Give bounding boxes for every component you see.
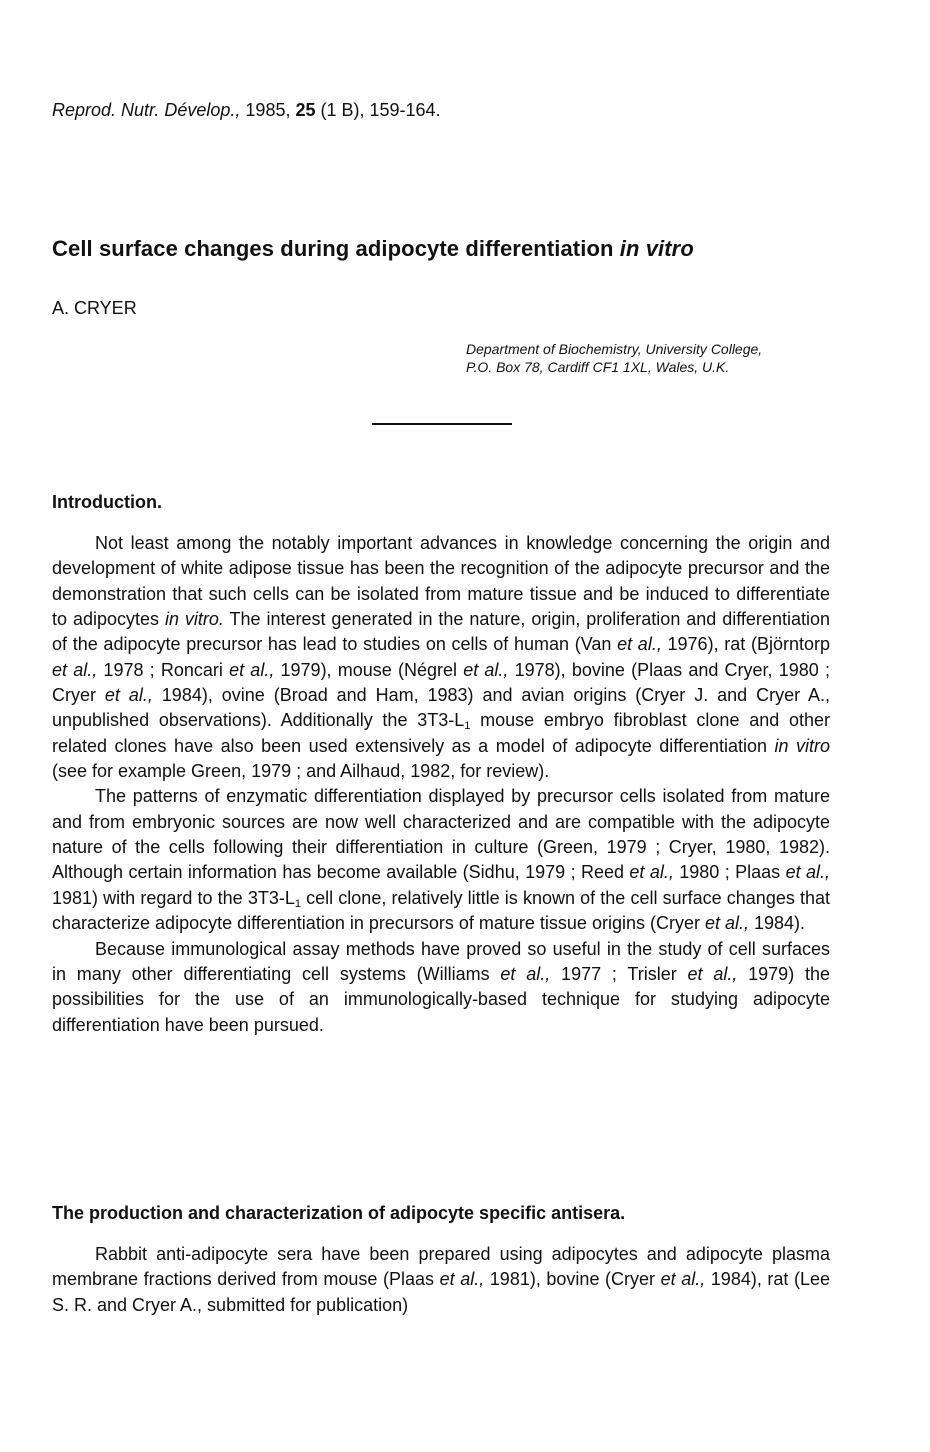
antisera-body (52, 1242, 830, 1318)
title-main: Cell surface changes during adipocyte differentiation (52, 236, 620, 261)
journal-name: Reprod. Nutr. Dévelop., (52, 100, 241, 120)
author-affiliation (466, 340, 762, 376)
journal-citation (52, 100, 441, 121)
journal-issue-pages: (1 B), 159-164. (315, 100, 441, 120)
title-italic: in vitro (619, 236, 694, 261)
paragraph-3: Because immunological assay methods have proved so useful in the study of cell surfaces in many other differentiating cell systems (Williams et al., 1977 ; Trisler et al., 1979) the possibilities for the use of an immunologically-based technique for studying adipocyte differentiation have been pursued. (52, 938, 831, 1035)
paragraph-4: Rabbit anti-adipocyte sera have been prepared using adipocytes and adipocyte plasma membrane fractions derived from mouse (Plaas et al., 1981), bovine (Cryer et al., 1984), rat (Lee S. R. and Cryer A., submitted for publication) (52, 1244, 831, 1315)
author-name: A. CRYER (52, 298, 137, 318)
article-title (52, 236, 694, 262)
affiliation-line-2: P.O. Box 78, Cardiff CF1 1XL, Wales, U.K. (466, 359, 730, 375)
introduction-body (52, 531, 830, 1038)
section-heading-antisera: The production and characterization of adipocyte specific antisera. (52, 1203, 626, 1223)
journal-year: 1985, (240, 100, 296, 120)
paragraph-1: Not least among the notably important advances in knowledge concerning the origin and development of white adipose tissue has been the recognition of the adipocyte precursor and the demonstration that such cells can be isolated from mature tissue and be induced to differentiate to adipocytes in vitro. The interest generated in the nature, origin, proliferation and differentiation of the adipocyte precursor has lead to studies on cells of human (Van et al., 1976), rat (Björntorp et al., 1978 ; Roncari et al., 1979), mouse (Négrel et al., 1978), bovine (Plaas and Cryer, 1980 ; Cryer et al., 1984), ovine (Broad and Ham, 1983) and avian origins (Cryer J. and Cryer A., unpublished observations). Additionally the $3T3-L_1$ mouse embryo fibroblast clone and other related clones have also been used extensively as a model of adipocyte differentiation in vitro (see for example Green, 1979 ; and Ailhaud, 1982, for review). (52, 533, 831, 782)
affiliation-line-1: Department of Biochemistry, University College, (466, 341, 763, 357)
title-divider (372, 423, 512, 425)
section-heading-introduction: Introduction. (52, 492, 162, 512)
journal-volume: 25 (295, 100, 316, 120)
paragraph-2: The patterns of enzymatic differentiation displayed by precursor cells isolated from mature and from embryonic sources are now well characterized and are compatible with the adipocyte nature of the cells following their differentiation in culture (Green, 1979 ; Cryer, 1980, 1982). Although certain information has become available (Sidhu, 1979 ; Reed et al., 1980 ; Plaas et al., 1981) with regard to the $3T3-L_1$ cell clone, relatively little is known of the cell surface changes that characterize adipocyte differentiation in precursors of mature tissue origins (Cryer et al., 1984). (52, 786, 831, 934)
